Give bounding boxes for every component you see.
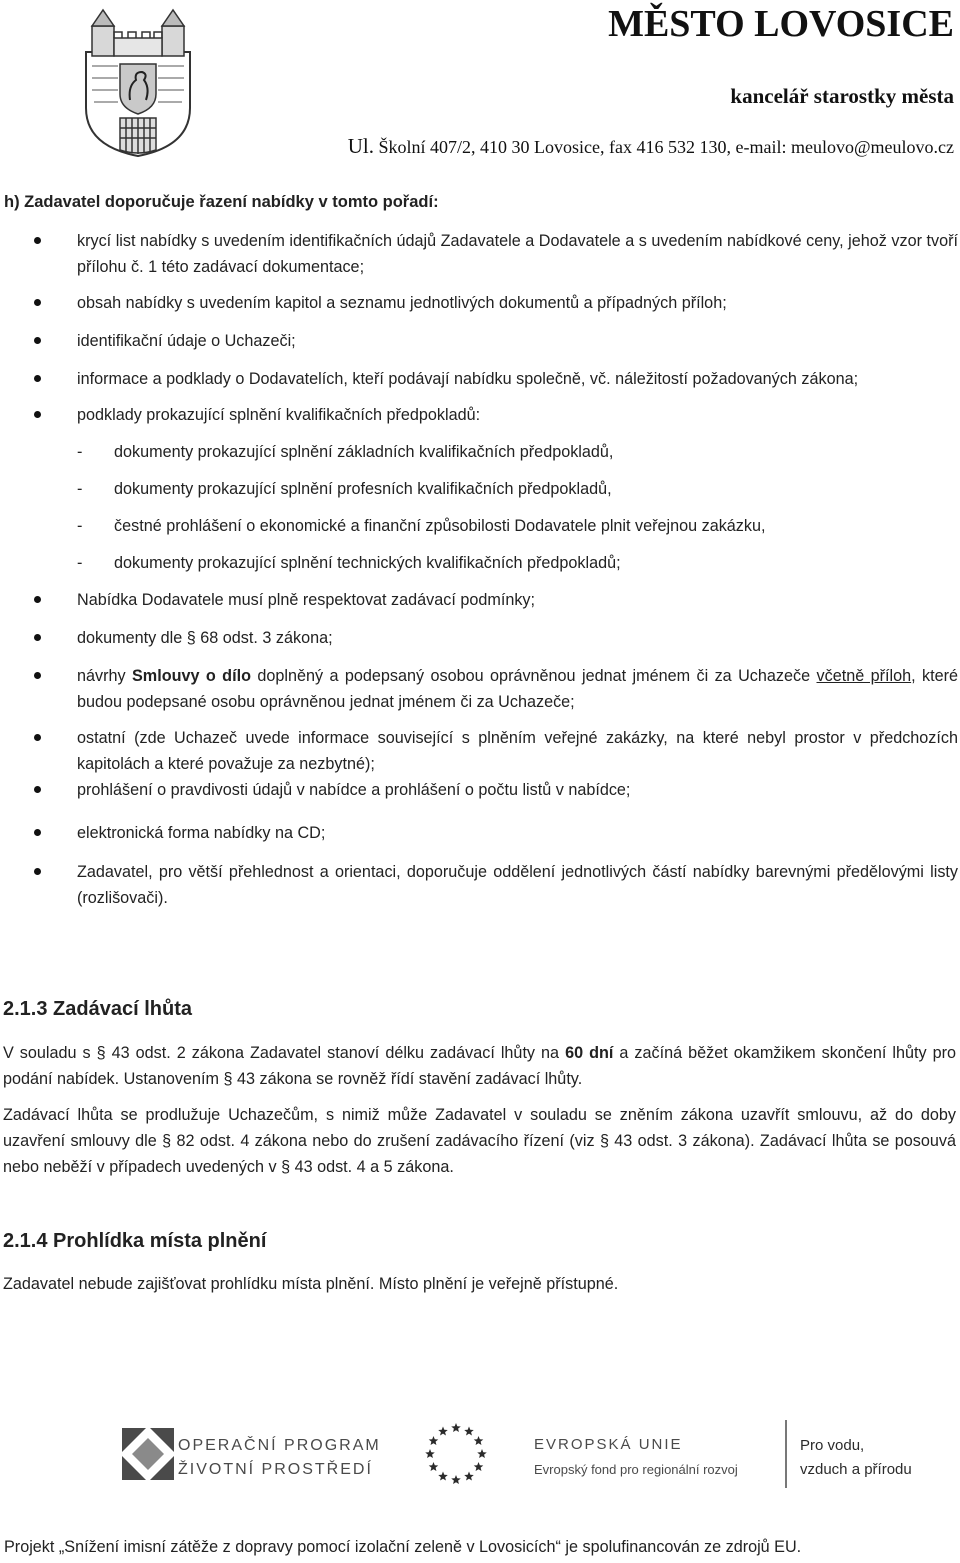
office-name: kancelář starostky města — [730, 84, 954, 108]
eu-line1: EVROPSKÁ UNIE — [534, 1436, 683, 1453]
eu-star-icon — [451, 1423, 461, 1432]
sub-item-text: dokumenty prokazující splnění technických kvalifikačních předpokladů; — [114, 554, 621, 572]
address-text: Školní 407/2, 410 30 Lovosice, fax 416 532 130, e-mail: meulovo@meulovo.cz — [374, 137, 954, 157]
item-text: , které budou podepsané osobu oprávněnou jednat jménem či za Uchazeče; — [77, 667, 959, 711]
sub-item-text: dokumenty prokazující splnění profesních kvalifikačních předpokladů, — [114, 480, 612, 498]
footer-note: Projekt „Snížení imisní zátěže z dopravy pomocí izolační zeleně v Lovosicích“ je spolufinancován ze zdrojů EU. — [4, 1538, 802, 1556]
dash: - — [77, 517, 83, 535]
item-text-bold: 1 této zadávací dokumentace; — [143, 258, 365, 276]
slogan-line2: vzduch a přírodu — [800, 1461, 912, 1478]
eu-star-icon — [438, 1472, 448, 1481]
city-title: MĚSTO LOVOSICE — [608, 3, 954, 45]
list-item — [30, 328, 958, 354]
op-line1: OPERAČNÍ PROGRAM — [178, 1437, 381, 1454]
item-text: informace a podklady o Dodavatelích, kteří podávají nabídku společně, vč. náležitostí požadovaných zákona; — [77, 370, 859, 388]
list-item — [30, 290, 958, 316]
sub-item-text: dokumenty prokazující splnění základních kvalifikačních předpokladů, — [114, 443, 614, 461]
op-zp-emblem-icon — [122, 1428, 174, 1480]
eu-star-icon — [429, 1462, 439, 1471]
eu-star-icon — [474, 1436, 484, 1445]
address-prefix: Ul. — [347, 134, 374, 158]
eu-star-icon — [451, 1475, 461, 1484]
paragraph: Zadávací lhůta se prodlužuje Uchazečům, s nimiž může Zadavatel v souladu se zněním zákona uzavřít smlouvu, až do doby uzavření smlouvy dle § 82 odst. 4 zákona nebo do zrušení zadávacího řízení (viz § 43 odst. 3 zákona). Zadávací lhůta se posouvá nebo neběží v případech uvedených v § 43 odst. 4 a 5 zákona. — [3, 1106, 956, 1176]
paragraph — [3, 1040, 956, 1092]
item-text: prohlášení o pravdivosti údajů v nabídce a prohlášení o počtu listů v nabídce; — [77, 781, 631, 799]
eu-star-icon — [477, 1449, 487, 1458]
eu-star-icon — [438, 1426, 448, 1435]
eu-star-icon — [429, 1436, 439, 1445]
list-item — [30, 725, 958, 777]
paragraph-text: V souladu s § 43 odst. 2 zákona Zadavatel stanoví délku zadávací lhůty na — [3, 1044, 566, 1062]
item-text: krycí list nabídky s uvedením identifikačních údajů Zadavatele a Dodavatele a s uvedením nabídkové ceny, jehož vzor tvoří přílohu č. — [77, 232, 958, 276]
funding-logos-graphic — [0, 1418, 960, 1490]
eu-star-icon — [464, 1426, 474, 1435]
sub-list-item — [30, 476, 958, 502]
eu-star-icon — [464, 1472, 474, 1481]
section-heading-h: h) Zadavatel doporučuje řazení nabídky v tomto pořadí: — [4, 193, 439, 211]
list-item — [30, 402, 958, 428]
item-text: identifikační údaje o Uchazeči; — [77, 332, 296, 350]
list-item — [30, 859, 958, 911]
item-text: ostatní (zde Uchazeč uvede informace související s plněním veřejné zakázky, na které nebyl prostor v předchozích kapitolách a které považuje za nezbytné); — [77, 729, 958, 773]
paragraph-text: a začíná běžet okamžikem skončení lhůty pro podání nabídek. Ustanovením § 43 zákona se rovněž řídí stavění zadávací lhůty. — [3, 1044, 957, 1088]
funding-logos — [0, 1418, 960, 1490]
city-coat-of-arms — [78, 8, 198, 158]
op-line2: ŽIVOTNÍ PROSTŘEDÍ — [178, 1461, 373, 1478]
eu-star-icon — [474, 1462, 484, 1471]
item-text: Zadavatel, pro větší přehlednost a orientaci, doporučuje oddělení jednotlivých částí nabídky barevnými předělovými listy (rozlišovači). — [77, 863, 958, 907]
slogan-line1: Pro vodu, — [800, 1437, 865, 1454]
item-text: Nabídka Dodavatele musí plně respektovat zadávací podmínky; — [77, 591, 536, 609]
eu-stars-icon — [425, 1423, 487, 1484]
item-text: dokumenty dle § 68 odst. 3 zákona; — [77, 629, 333, 647]
recommended-order-list — [30, 228, 958, 911]
item-text: doplněný a podepsaný osobou oprávněnou jednat jménem či za Uchazeče — [250, 667, 817, 685]
section-heading-2-1-3: 2.1.3 Zadávací lhůta — [3, 998, 192, 1020]
list-item — [30, 777, 958, 803]
section-heading-2-1-4: 2.1.4 Prohlídka místa plnění — [3, 1230, 267, 1252]
sub-list-item — [30, 550, 958, 576]
item-text-underlined: včetně příloh — [816, 667, 912, 685]
item-text-bold: Smlouvy o dílo — [132, 667, 251, 685]
paragraph: Zadavatel nebude zajišťovat prohlídku místa plnění. Místo plnění je veřejně přístupné. — [3, 1275, 619, 1293]
dash: - — [77, 480, 83, 498]
list-item — [30, 625, 958, 651]
list-item — [30, 587, 958, 613]
list-item — [30, 820, 958, 846]
sub-item-text: čestné prohlášení o ekonomické a finanční způsobilosti Dodavatele plnit veřejnou zakázku, — [114, 517, 766, 535]
list-item — [30, 366, 958, 392]
list-item — [30, 663, 958, 715]
office-address — [348, 134, 954, 159]
eu-star-icon — [425, 1449, 435, 1458]
dash: - — [77, 443, 83, 461]
eu-line2: Evropský fond pro regionální rozvoj — [534, 1462, 738, 1477]
paragraph-text-bold: 60 dní — [565, 1044, 614, 1062]
sub-list-item — [30, 439, 958, 465]
item-text: obsah nabídky s uvedením kapitol a seznamu jednotlivých dokumentů a případných příloh; — [77, 294, 727, 312]
item-text: návrhy — [77, 667, 132, 685]
item-text: elektronická forma nabídky na CD; — [77, 824, 326, 842]
sub-list-item — [30, 513, 958, 539]
dash: - — [77, 554, 83, 572]
item-text: podklady prokazující splnění kvalifikačních předpokladů: — [77, 406, 481, 424]
list-item — [30, 228, 958, 280]
